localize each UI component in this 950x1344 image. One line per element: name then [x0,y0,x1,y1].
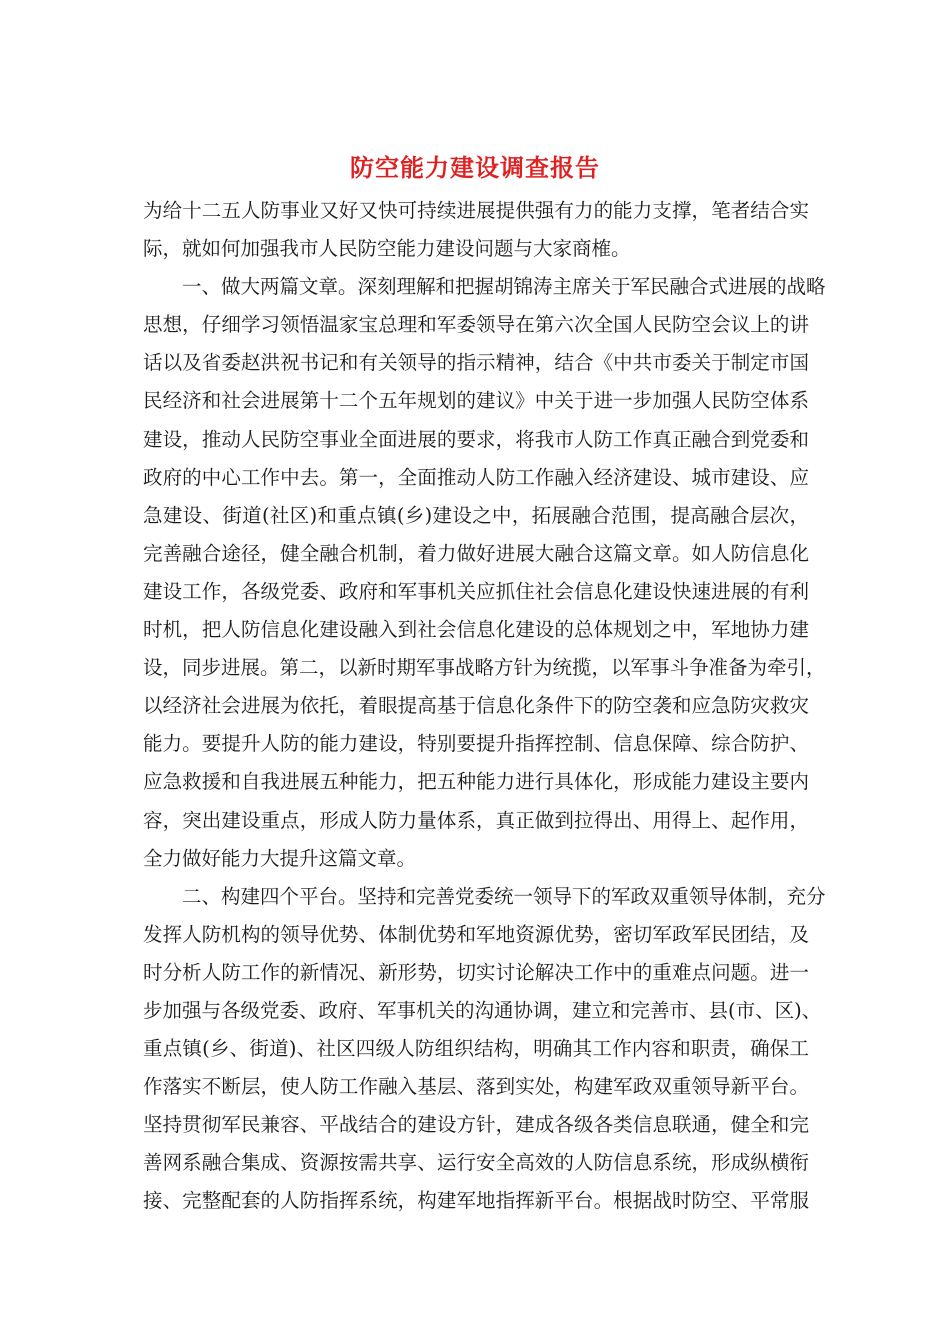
text-line: 政府的中心工作中去。第一，全面推动人防工作融入经济建设、城市建设、应 [143,465,809,489]
text-line: 建设，推动人民防空事业全面进展的要求，将我市人防工作真正融合到党委和 [143,427,809,451]
text-line: 能力。要提升人防的能力建设，特别要提升指挥控制、信息保障、综合防护、 [143,732,809,756]
text-line: 一、做大两篇文章。深刻理解和把握胡锦涛主席关于军民融合式进展的战略 [182,275,826,299]
text-line: 接、完整配套的人防指挥系统，构建军地指挥新平台。根据战时防空、平常服 [143,1189,809,1213]
text-line: 民经济和社会进展第十二个五年规划的建议》中关于进一步加强人民防空体系 [143,389,809,413]
text-line: 发挥人防机构的领导优势、体制优势和军地资源优势，密切军政军民团结，及 [143,922,809,946]
text-line: 建设工作，各级党委、政府和军事机关应抓住社会信息化建设快速进展的有利 [143,579,809,603]
text-line: 步加强与各级党委、政府、军事机关的沟通协调，建立和完善市、县(市、区)、 [143,998,822,1022]
text-line: 应急救援和自我进展五种能力，把五种能力进行具体化，形成能力建设主要内 [143,770,809,794]
text-line: 以经济社会进展为依托，着眼提高基于信息化条件下的防空袭和应急防灾救灾 [143,694,809,718]
text-line: 作落实不断层，使人防工作融入基层、落到实处，构建军政双重领导新平台。 [143,1075,809,1099]
text-line: 设，同步进展。第二，以新时期军事战略方针为统揽，以军事斗争准备为牵引， [143,656,826,680]
text-line: 思想，仔细学习领悟温家宝总理和军委领导在第六次全国人民防空会议上的讲 [143,313,809,337]
text-line: 容，突出建设重点，形成人防力量体系，真正做到拉得出、用得上、起作用， [143,808,809,832]
text-line: 为给十二五人防事业又好又快可持续进展提供强有力的能力支撑，笔者结合实 [143,199,809,222]
text-line: 完善融合途径，健全融合机制，着力做好进展大融合这篇文章。如人防信息化 [143,541,809,565]
document-body [143,192,826,1221]
text-line: 坚持贯彻军民兼容、平战结合的建设方针，建成各级各类信息联通，健全和完 [143,1113,809,1137]
text-line: 时机，把人防信息化建设融入到社会信息化建设的总体规划之中，军地协力建 [143,618,809,642]
document-title: 防空能力建设调查报告 [350,153,600,182]
text-line: 际，就如何加强我市人民防空能力建设问题与大家商榷。 [143,237,631,261]
text-line: 急建设、街道(社区)和重点镇(乡)建设之中，拓展融合范围，提高融合层次， [143,503,809,527]
text-line: 时分析人防工作的新情况、新形势，切实讨论解决工作中的重难点问题。进一 [143,960,809,984]
text-line: 话以及省委赵洪祝书记和有关领导的指示精神，结合《中共市委关于制定市国 [143,351,809,375]
text-line: 重点镇(乡、街道)、社区四级人防组织结构，明确其工作内容和职责，确保工 [143,1037,809,1061]
text-line: 全力做好能力大提升这篇文章。 [143,846,417,870]
text-line: 善网系融合集成、资源按需共享、运行安全高效的人防信息系统，形成纵横衔 [143,1151,809,1175]
text-line: 二、构建四个平台。坚持和完善党委统一领导下的军政双重领导体制，充分 [182,884,826,908]
